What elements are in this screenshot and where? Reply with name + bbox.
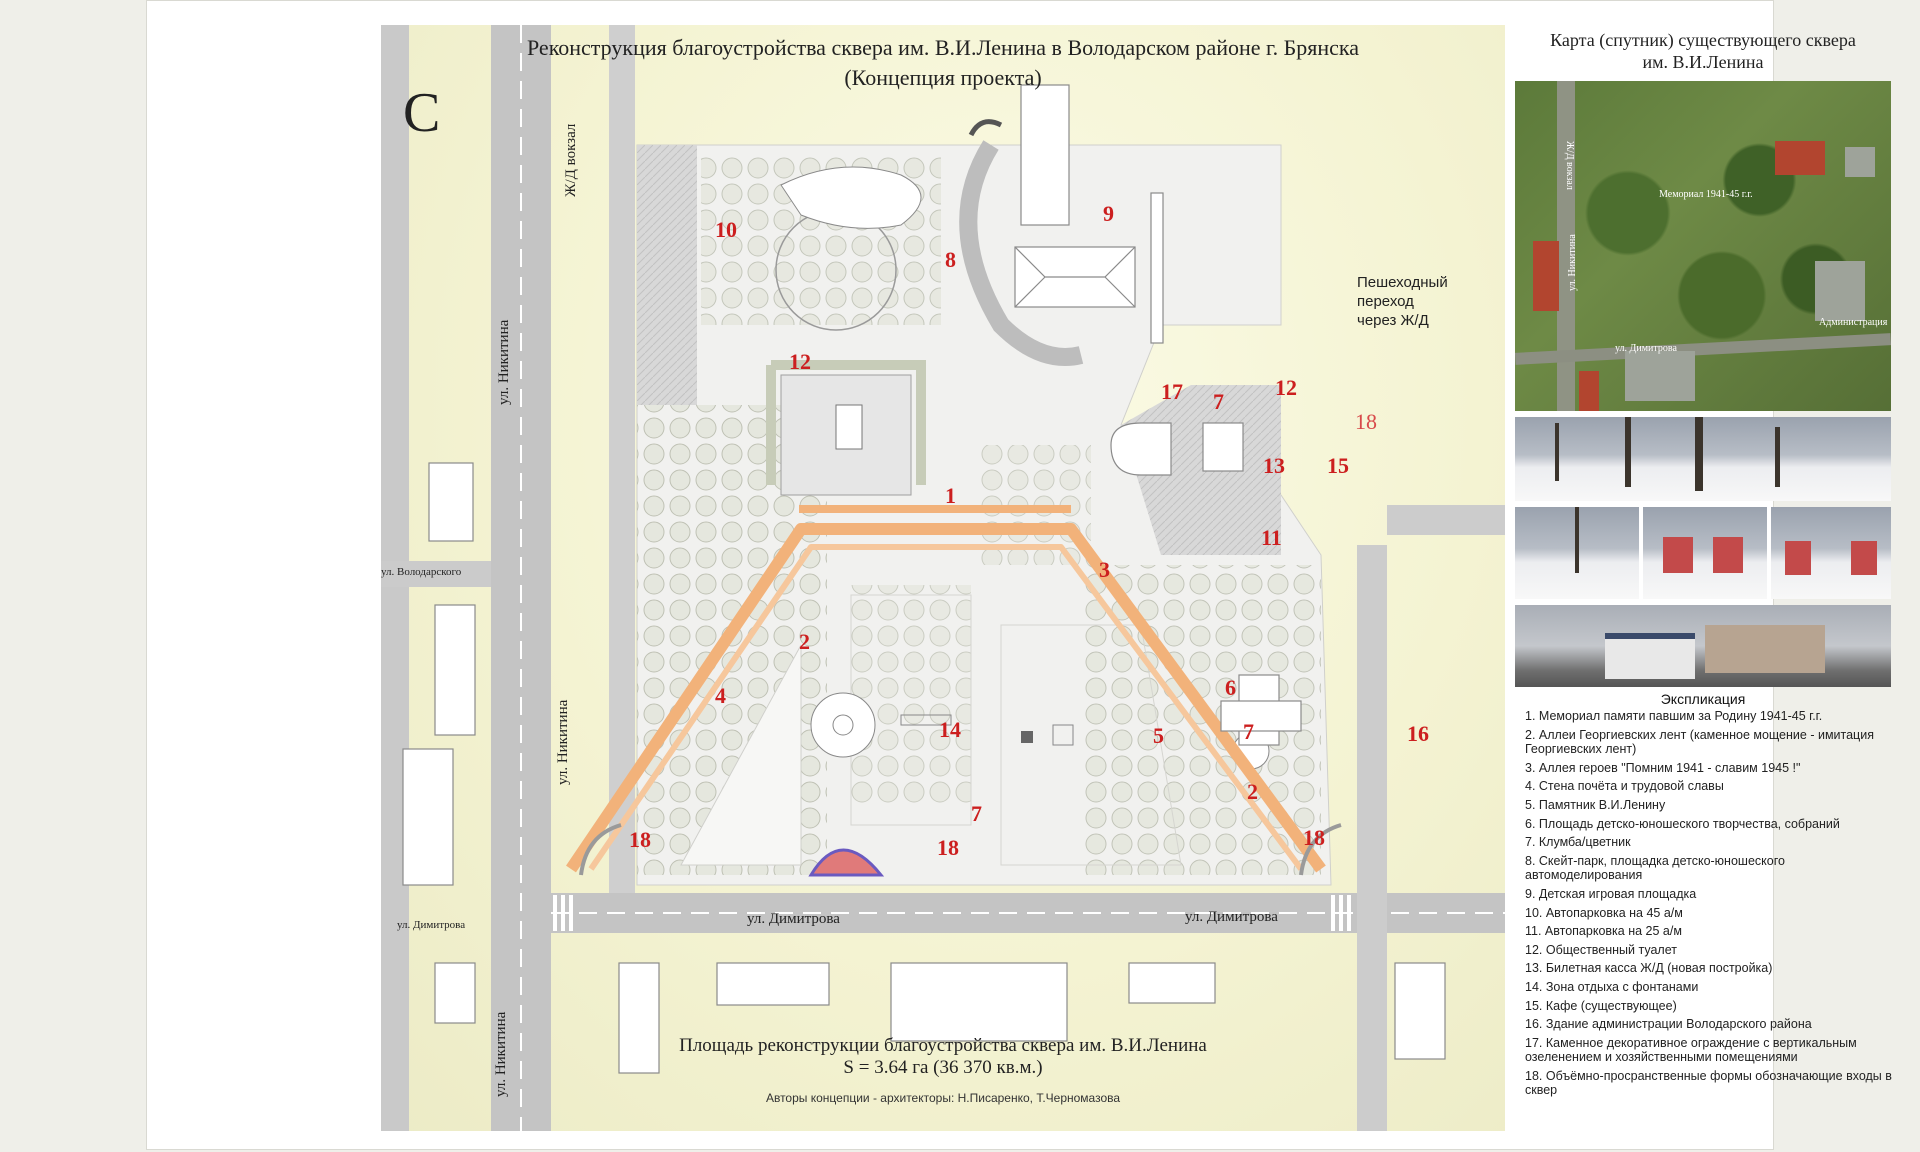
building-south-2: [717, 963, 829, 1005]
marker-18-left: 18: [629, 827, 651, 852]
marker-4: 4: [715, 683, 726, 708]
sat-label-dimitrova: ул. Димитрова: [1615, 343, 1677, 354]
satellite-map-image: [1515, 81, 1891, 411]
list-item: 9. Детская игровая площадка: [1525, 886, 1697, 901]
marker-14: 14: [939, 717, 961, 742]
list-item: 4. Стена почёта и трудовой славы: [1525, 779, 1724, 794]
marker-2-left: 2: [799, 629, 810, 654]
marker-18-top: 18: [1355, 409, 1377, 434]
site-plan: [381, 25, 1505, 1131]
marker-13: 13: [1263, 453, 1285, 478]
list-item: 14. Зона отдыха с фонтанами: [1525, 979, 1699, 994]
marker-5: 5: [1153, 723, 1164, 748]
photo-park-winter: [1515, 417, 1891, 501]
list-item: 13. Билетная касса Ж/Д (новая постройка): [1525, 961, 1773, 976]
list-item: 18. Объёмно-просранственные формы обозначающие входы в сквер: [1525, 1068, 1892, 1098]
list-item: 8. Скейт-парк, площадка детско-юношеского автомоделирования: [1525, 853, 1785, 883]
list-item: 7. Клумба/цветник: [1525, 835, 1631, 850]
marker-2-right: 2: [1247, 779, 1258, 804]
list-item: 12. Общественный туалет: [1525, 942, 1677, 957]
street-nikitina-mid: ул. Никитина: [555, 699, 571, 785]
list-item: 6. Площадь детско-юношеского творчества, собраний: [1525, 816, 1840, 831]
list-item: 5. Памятник В.И.Ленину: [1525, 797, 1666, 812]
sat-label-zhd: Ж/Д вокзал: [1564, 141, 1575, 190]
marker-18-bottom: 18: [937, 835, 959, 860]
list-item: 16. Здание администрации Володарского района: [1525, 1017, 1812, 1032]
satellite-map-title: Карта (спутник) существующего сквера им. В.И.Ленина: [1550, 30, 1856, 72]
building-west-1: [429, 463, 473, 541]
parking-10: [637, 145, 697, 405]
marker-18-right: 18: [1303, 825, 1325, 850]
building-ticket-office: [1111, 423, 1171, 475]
marker-6: 6: [1225, 675, 1236, 700]
list-item: 15. Кафе (существующее): [1525, 998, 1677, 1013]
street-zhd-vokzal: Ж/Д вокзал: [563, 123, 579, 197]
drawing-sheet: [146, 0, 1892, 1150]
sidebar: [1505, 25, 1901, 1131]
building-south-4: [1129, 963, 1215, 1003]
photo-1: [1515, 507, 1639, 599]
plan-title: Реконструкция благоустройства сквера им. В.И.Ленина в Володарском районе г. Брянска (Концепция проекта): [526, 35, 1359, 90]
street-dimitrova-center: ул. Димитрова: [747, 911, 840, 927]
sat-label-nikitina: ул. Никитина: [1567, 234, 1578, 291]
north-arrow: С: [403, 82, 441, 144]
marker-7-bottom: 7: [971, 801, 982, 826]
building-north: [1021, 85, 1069, 225]
marker-16: 16: [1407, 721, 1429, 746]
marker-17: 17: [1161, 379, 1183, 404]
marker-7-top: 7: [1213, 389, 1224, 414]
sat-label-admin: Администрация: [1819, 317, 1888, 328]
building-west-4: [435, 963, 475, 1023]
marker-7-right: 7: [1243, 719, 1254, 744]
street-nikitina-bottom: ул. Никитина: [493, 1011, 509, 1097]
street-dimitrova-left: ул. Димитрова: [397, 919, 466, 931]
marker-10: 10: [715, 217, 737, 242]
building-south-3: [891, 963, 1067, 1041]
sat-label-memorial: Мемориал 1941-45 г.г.: [1659, 189, 1753, 200]
building-west-3: [403, 749, 453, 885]
marker-12-right: 12: [1275, 375, 1297, 400]
list-item: 1. Мемориал памяти павшим за Родину 1941-45 г.г.: [1525, 709, 1823, 723]
list-item: 17. Каменное декоративное ограждение с вертикальным озеленением и хозяйственными помещениями: [1525, 1035, 1857, 1065]
explication-list: [1515, 709, 1899, 1102]
list-item: 10. Автопарковка на 45 а/м: [1525, 905, 1683, 920]
area-caption: Площадь реконструкции благоустройства сквера им. В.И.Ленина S = 3.64 га (36 370 кв.м.): [679, 1035, 1207, 1078]
list-item: 2. Аллеи Георгиевских лент (каменное мощение - имитация Георгиевских лент): [1525, 727, 1874, 757]
memorial-monument: [836, 405, 862, 449]
street-nikitina-top: ул. Никитина: [496, 319, 512, 405]
rail-crossing-label: Пешеходный переход через Ж/Д: [1357, 274, 1448, 329]
street-volodarskogo: ул. Володарского: [381, 566, 462, 578]
street-dimitrova-right: ул. Димитрова: [1185, 909, 1278, 925]
list-item: 11. Автопарковка на 25 а/м: [1525, 924, 1682, 939]
photo-3: [1771, 507, 1891, 599]
building-cafe: [1203, 423, 1243, 471]
marker-11: 11: [1261, 525, 1282, 550]
marker-12-left: 12: [789, 349, 811, 374]
explication-title: Экспликация: [1660, 691, 1746, 707]
authors-caption: Авторы концепции - архитекторы: Н.Писаренко, Т.Черномазова: [765, 1091, 1121, 1105]
building-west-2: [435, 605, 475, 735]
marker-3: 3: [1099, 557, 1110, 582]
photo-ticket-office: [1515, 605, 1891, 687]
list-item: 3. Аллея героев "Помним 1941 - славим 1945 !": [1525, 760, 1801, 775]
marker-1: 1: [945, 483, 956, 508]
marker-15: 15: [1327, 453, 1349, 478]
site-plan-drawing: [381, 25, 1505, 1131]
marker-9: 9: [1103, 201, 1114, 226]
photo-2: [1643, 507, 1767, 599]
marker-8: 8: [945, 247, 956, 272]
